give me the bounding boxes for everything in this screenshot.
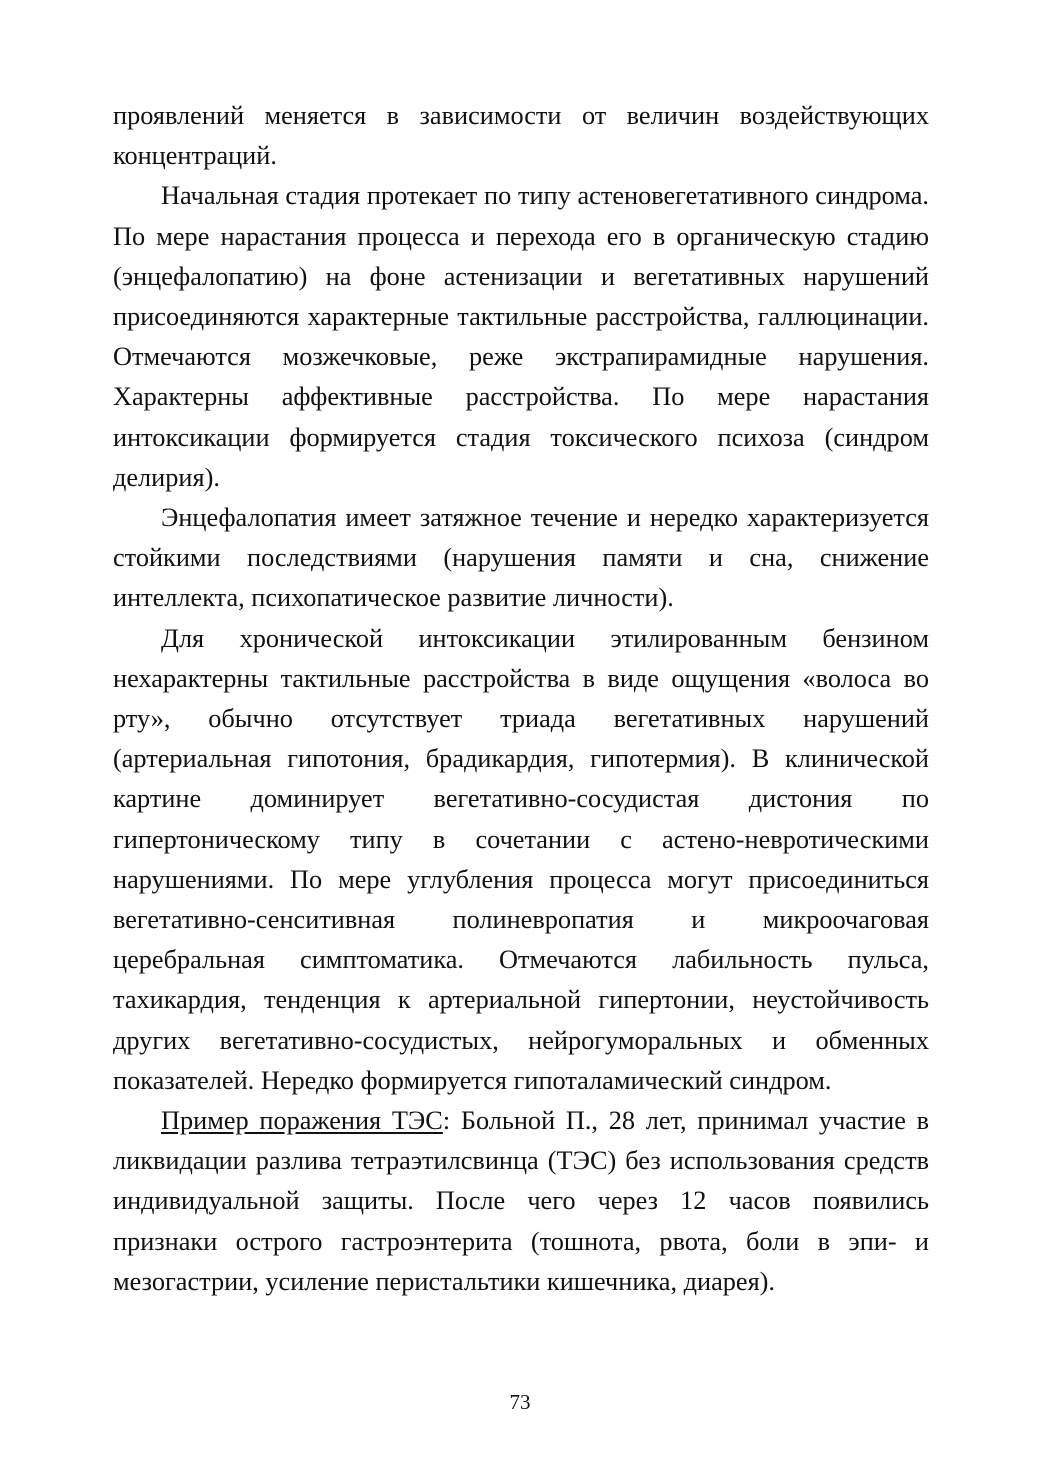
- paragraph-example: [113, 1101, 929, 1302]
- paragraph-continuation: проявлений меняется в зависимости от величин воздействующих концентраций.: [113, 101, 929, 171]
- paragraph-chronic-intoxication: Для хронической интоксикации этилированным бензином нехарактерны тактильные расстройства в виде ощущения «волоса во рту», обычно отсутствует триада вегетативных нарушений (артериальная гипотония, брадикардия, гипотермия). В клинической картине доминирует вегетативно-сосудистая дистония по гипертоническому типу в сочетании с астено-невротическими нарушениями. По мере углубления процесса могут присоединиться вегетативно-сенситивная полиневропатия и микроочаговая церебральная симптоматика. Отмечаются лабильность пульса, тахикардия, тенденция к артериальной гипертонии, неустойчивость других вегетативно-сосудистых, нейрогуморальных и обменных показателей. Нередко формируется гипоталамический синдром.: [113, 623, 929, 1095]
- page-body: [113, 96, 929, 1302]
- example-heading: Пример поражения ТЭС: [161, 1106, 443, 1136]
- example-text: : Больной П., 28 лет, принимал участие в ликвидации разлива тетраэтилсвинца (ТЭС) без использования средств индивидуальной защиты. После чего через 12 часов появились признаки острого гастроэнтерита (тошнота, рвота, боли в эпи- и мезогастрии, усиление перистальтики кишечника, диарея).: [113, 1106, 929, 1296]
- paragraph-initial-stage: Начальная стадия протекает по типу астеновегетативного синдрома. По мере нарастания процесса и перехода его в органическую стадию (энцефалопатию) на фоне астенизации и вегетативных нарушений присоединяются характерные тактильные расстройства, галлюцинации. Отмечаются мозжечковые, реже экстрапирамидные нарушения. Характерны аффективные расстройства. По мере нарастания интоксикации формируется стадия токсического психоза (синдром делирия).: [113, 181, 929, 492]
- paragraph-encephalopathy: Энцефалопатия имеет затяжное течение и нередко характеризуется стойкими последствиями (нарушения памяти и сна, снижение интеллекта, психопатическое развитие личности).: [113, 503, 929, 613]
- page-number: 73: [509, 1390, 531, 1414]
